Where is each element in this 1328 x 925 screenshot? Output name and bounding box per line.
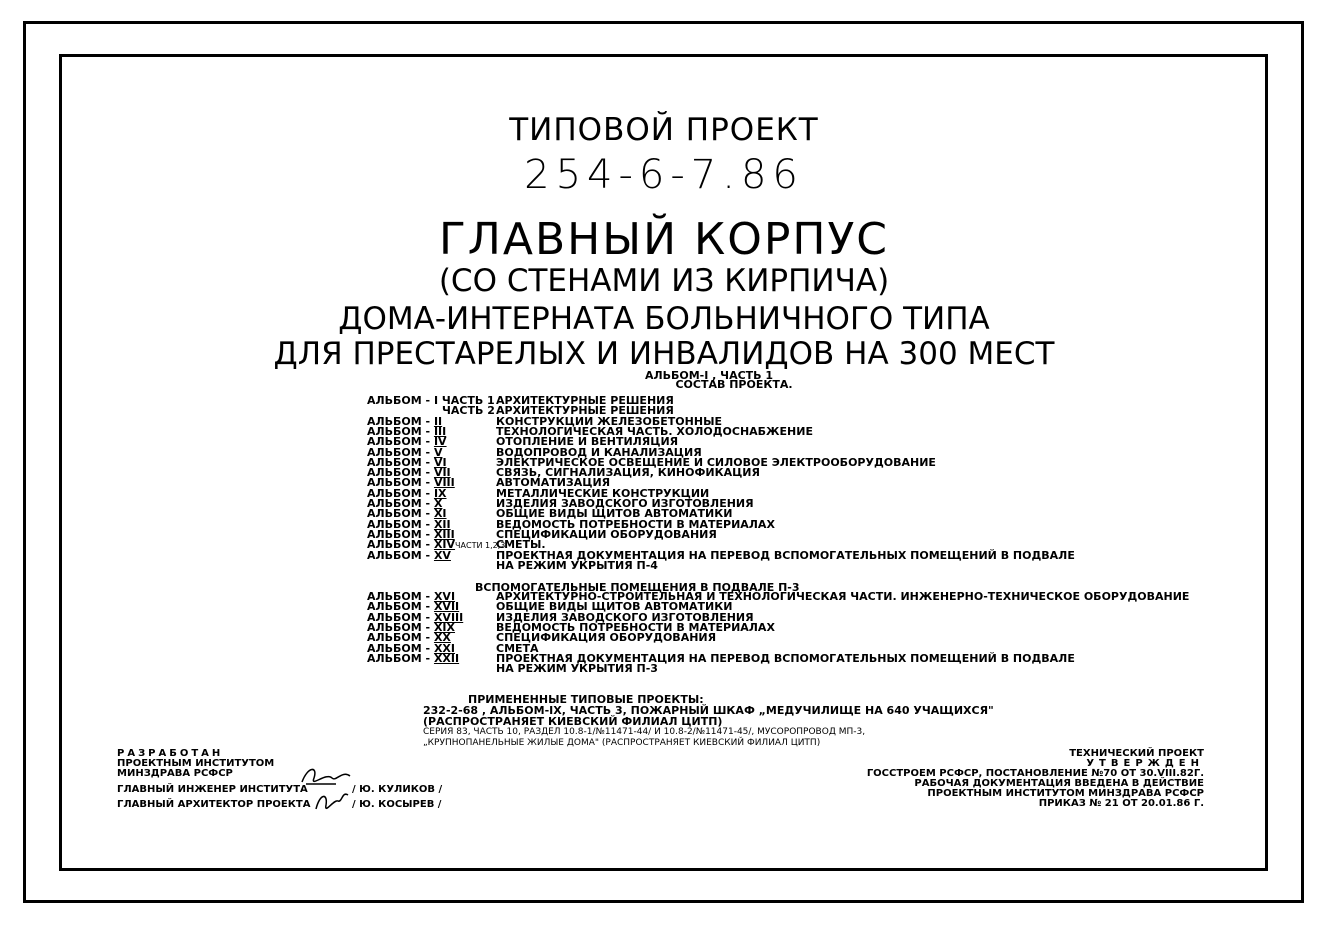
album-code xyxy=(367,653,459,664)
developer-line: РАЗРАБОТАН xyxy=(117,748,224,759)
album-prefix: АЛЬБОМ - xyxy=(367,631,434,645)
album-description: ОТОПЛЕНИЕ И ВЕНТИЛЯЦИЯ xyxy=(496,435,679,449)
album-roman-numeral: XVII xyxy=(433,600,460,614)
album-description: КОНСТРУКЦИИ ЖЕЛЕЗОБЕТОННЫЕ xyxy=(496,414,722,428)
album-roman-numeral: XXI xyxy=(433,641,456,655)
album-roman-numeral: X xyxy=(433,497,443,510)
album-roman-numeral: XXII xyxy=(433,651,460,665)
album-prefix: АЛЬБОМ - xyxy=(367,651,434,665)
album-description: СВЯЗЬ, СИГНАЛИЗАЦИЯ, КИНОФИКАЦИЯ xyxy=(496,466,760,480)
album-prefix: АЛЬБОМ - xyxy=(367,507,434,521)
album-roman-numeral: V xyxy=(433,445,443,459)
album-prefix: АЛЬБОМ - xyxy=(367,445,434,459)
album-code xyxy=(442,405,495,417)
architect-signature xyxy=(312,787,352,817)
chief-architect-row xyxy=(117,799,311,810)
album-roman-numeral: XII xyxy=(433,517,451,531)
approval-line: РАБОЧАЯ ДОКУМЕНТАЦИЯ ВВЕДЕНА В ДЕЙСТВИЕ xyxy=(914,778,1204,789)
album-roman-numeral: XIII xyxy=(433,527,455,541)
album-roman-numeral: IX xyxy=(433,486,447,500)
applied-line: 232-2-68 , АЛЬБОМ-IX, ЧАСТЬ 3, ПОЖАРНЫЙ ШКАФ „МЕДУЧИЛИЩЕ НА 640 УЧАЩИХСЯ" xyxy=(423,704,994,717)
developer-block xyxy=(117,749,274,779)
album-prefix: АЛЬБОМ - xyxy=(367,620,434,634)
subtitle-walls: (СО СТЕНАМИ ИЗ КИРПИЧА) xyxy=(438,263,890,299)
album-roman-numeral: XV xyxy=(433,548,451,562)
album-description: СПЕЦИФИКАЦИИ ОБОРУДОВАНИЯ xyxy=(496,527,717,541)
album-prefix: АЛЬБОМ - xyxy=(367,476,434,490)
album-description: ПРОЕКТНАЯ ДОКУМЕНТАЦИЯ НА ПЕРЕВОД ВСПОМОГАТЕЛЬНЫХ ПОМЕЩЕНИЙ В ПОДВАЛЕ xyxy=(496,651,1075,665)
project-number: 254-6-7.86 xyxy=(524,152,804,198)
album-description: ТЕХНОЛОГИЧЕСКАЯ ЧАСТЬ. ХОЛОДОСНАБЖЕНИЕ xyxy=(496,424,813,438)
album-prefix: АЛЬБОМ - I ЧАСТЬ 1 xyxy=(367,394,495,407)
applied-line: (РАСПРОСТРАНЯЕТ КИЕВСКИЙ ФИЛИАЛ ЦИТП) xyxy=(423,715,723,728)
album-description: НА РЕЖИМ УКРЫТИЯ П-4 xyxy=(496,558,658,572)
album-description: НА РЕЖИМ УКРЫТИЯ П-3 xyxy=(496,662,658,676)
applied-line: „КРУПНОПАНЕЛЬНЫЕ ЖИЛЫЕ ДОМА" (РАСПРОСТРАНЯЕТ КИЕВСКИЙ ФИЛИАЛ ЦИТП) xyxy=(423,738,821,748)
album-description: ПРОЕКТНАЯ ДОКУМЕНТАЦИЯ НА ПЕРЕВОД ВСПОМОГАТЕЛЬНЫХ ПОМЕЩЕНИЙ В ПОДВАЛЕ xyxy=(496,548,1075,562)
subtitle-capacity: ДЛЯ ПРЕСТАРЕЛЫХ И ИНВАЛИДОВ НА 300 МЕСТ xyxy=(273,336,1055,372)
album-description: АРХИТЕКТУРНЫЕ РЕШЕНИЯ xyxy=(496,404,674,418)
album-prefix: АЛЬБОМ - xyxy=(367,517,434,531)
project-type-label: ТИПОВОЙ ПРОЕКТ xyxy=(509,112,819,148)
album-description: МЕТАЛЛИЧЕСКИЕ КОНСТРУКЦИИ xyxy=(496,486,710,500)
album-roman-numeral: XIV xyxy=(433,538,456,552)
album-prefix: ЧАСТЬ 2 xyxy=(442,404,495,418)
album-prefix: АЛЬБОМ - xyxy=(367,497,434,510)
applied-title: ПРИМЕНЕННЫЕ ТИПОВЫЕ ПРОЕКТЫ: xyxy=(468,693,704,706)
album-code xyxy=(367,550,451,562)
developer-line: ПРОЕКТНЫМ ИНСТИТУТОМ xyxy=(117,758,275,769)
album-description: ВОДОПРОВОД И КАНАЛИЗАЦИЯ xyxy=(496,445,702,459)
album-roman-numeral: XI xyxy=(433,507,447,521)
chief-architect-role: ГЛАВНЫЙ АРХИТЕКТОР ПРОЕКТА xyxy=(117,799,311,810)
album-description: ОБЩИЕ ВИДЫ ЩИТОВ АВТОМАТИКИ xyxy=(496,507,733,521)
aux-section-title: ВСПОМОГАТЕЛЬНЫЕ ПОМЕЩЕНИЯ В ПОДВАЛЕ П-3 xyxy=(475,581,800,594)
album-description: СМЕТА xyxy=(496,641,539,655)
album-roman-numeral: XVIII xyxy=(433,610,464,624)
album-label: АЛЬБОМ-I , ЧАСТЬ 1 xyxy=(644,369,774,382)
album-roman-numeral: II xyxy=(433,414,443,428)
approval-block xyxy=(867,749,1204,809)
album-roman-numeral: VI xyxy=(433,455,447,469)
album-description: ИЗДЕЛИЯ ЗАВОДСКОГО ИЗГОТОВЛЕНИЯ xyxy=(496,497,754,510)
approval-line: ПРИКАЗ № 21 ОТ 20.01.86 Г. xyxy=(1038,798,1204,809)
album-description: ИЗДЕЛИЯ ЗАВОДСКОГО ИЗГОТОВЛЕНИЯ xyxy=(496,610,754,624)
approval-line: ТЕХНИЧЕСКИЙ ПРОЕКТ xyxy=(1069,748,1204,759)
album-roman-numeral: XVI xyxy=(433,590,456,603)
album-parts: ЧАСТИ 1,2,3 xyxy=(455,541,506,551)
album-description: ОБЩИЕ ВИДЫ ЩИТОВ АВТОМАТИКИ xyxy=(496,600,733,614)
album-prefix: АЛЬБОМ - xyxy=(367,414,434,428)
album-prefix: АЛЬБОМ - xyxy=(367,610,434,624)
album-roman-numeral: VIII xyxy=(433,476,455,490)
album-prefix: АЛЬБОМ - xyxy=(367,590,434,603)
applied-projects xyxy=(423,694,994,749)
album-roman-numeral: XX xyxy=(433,631,451,645)
composition-heading: СОСТАВ ПРОЕКТА. xyxy=(675,378,793,391)
album-roman-numeral: IV xyxy=(433,435,447,449)
chief-engineer-row xyxy=(117,784,308,795)
album-description: СМЕТЫ. xyxy=(496,538,546,552)
album-description: ЭЛЕКТРИЧЕСКОЕ ОСВЕЩЕНИЕ И СИЛОВОЕ ЭЛЕКТРООБОРУДОВАНИЕ xyxy=(496,455,936,469)
album-description: АРХИТЕКТУРНЫЕ РЕШЕНИЯ xyxy=(496,394,674,407)
album-prefix: АЛЬБОМ - xyxy=(367,486,434,500)
approval-line: ГОССТРОЕМ РСФСР, ПОСТАНОВЛЕНИЕ №70 ОТ 30.VIII.82Г. xyxy=(866,768,1204,779)
album-roman-numeral: XIX xyxy=(433,620,456,634)
subtitle-facility: ДОМА-ИНТЕРНАТА БОЛЬНИЧНОГО ТИПА xyxy=(338,301,990,337)
approval-line: ПРОЕКТНЫМ ИНСТИТУТОМ МИНЗДРАВА РСФСР xyxy=(927,788,1204,799)
approval-line: УТВЕРЖДЕН xyxy=(1086,758,1204,769)
album-prefix: АЛЬБОМ - xyxy=(367,641,434,655)
album-prefix: АЛЬБОМ - xyxy=(367,600,434,614)
album-description: АВТОМАТИЗАЦИЯ xyxy=(496,476,611,490)
chief-engineer-name: / Ю. КУЛИКОВ / xyxy=(352,784,443,795)
album-prefix: АЛЬБОМ - xyxy=(367,466,434,480)
applied-line: СЕРИЯ 83, ЧАСТЬ 10, РАЗДЕЛ 10.8-1/№11471-44/ И 10.8-2/№11471-45/, МУСОРОПРОВОД МП-3, xyxy=(423,727,866,737)
chief-architect-name: / Ю. КОСЫРЕВ / xyxy=(352,799,442,810)
album-prefix: АЛЬБОМ - xyxy=(367,538,434,552)
chief-engineer-role: ГЛАВНЫЙ ИНЖЕНЕР ИНСТИТУТА xyxy=(117,784,308,795)
main-title: ГЛАВНЫЙ КОРПУС xyxy=(438,214,890,265)
album-roman-numeral: III xyxy=(433,424,447,438)
album-description: АРХИТЕКТУРНО-СТРОИТЕЛЬНАЯ И ТЕХНОЛОГИЧЕСКАЯ ЧАСТИ. ИНЖЕНЕРНО-ТЕХНИЧЕСКОЕ ОБОРУДОВАНИЕ xyxy=(496,590,1190,603)
album-prefix: АЛЬБОМ - xyxy=(367,435,434,449)
album-description: СПЕЦИФИКАЦИЯ ОБОРУДОВАНИЯ xyxy=(496,631,717,645)
album-prefix: АЛЬБОМ - xyxy=(367,527,434,541)
developer-line: МИНЗДРАВА РСФСР xyxy=(117,768,233,779)
album-prefix: АЛЬБОМ - xyxy=(367,424,434,438)
album-description: ВЕДОМОСТЬ ПОТРЕБНОСТИ В МАТЕРИАЛАХ xyxy=(496,620,775,634)
album-prefix: АЛЬБОМ - xyxy=(367,548,434,562)
album-roman-numeral: VII xyxy=(433,466,451,480)
album-prefix: АЛЬБОМ - xyxy=(367,455,434,469)
album-description: ВЕДОМОСТЬ ПОТРЕБНОСТИ В МАТЕРИАЛАХ xyxy=(496,517,775,531)
